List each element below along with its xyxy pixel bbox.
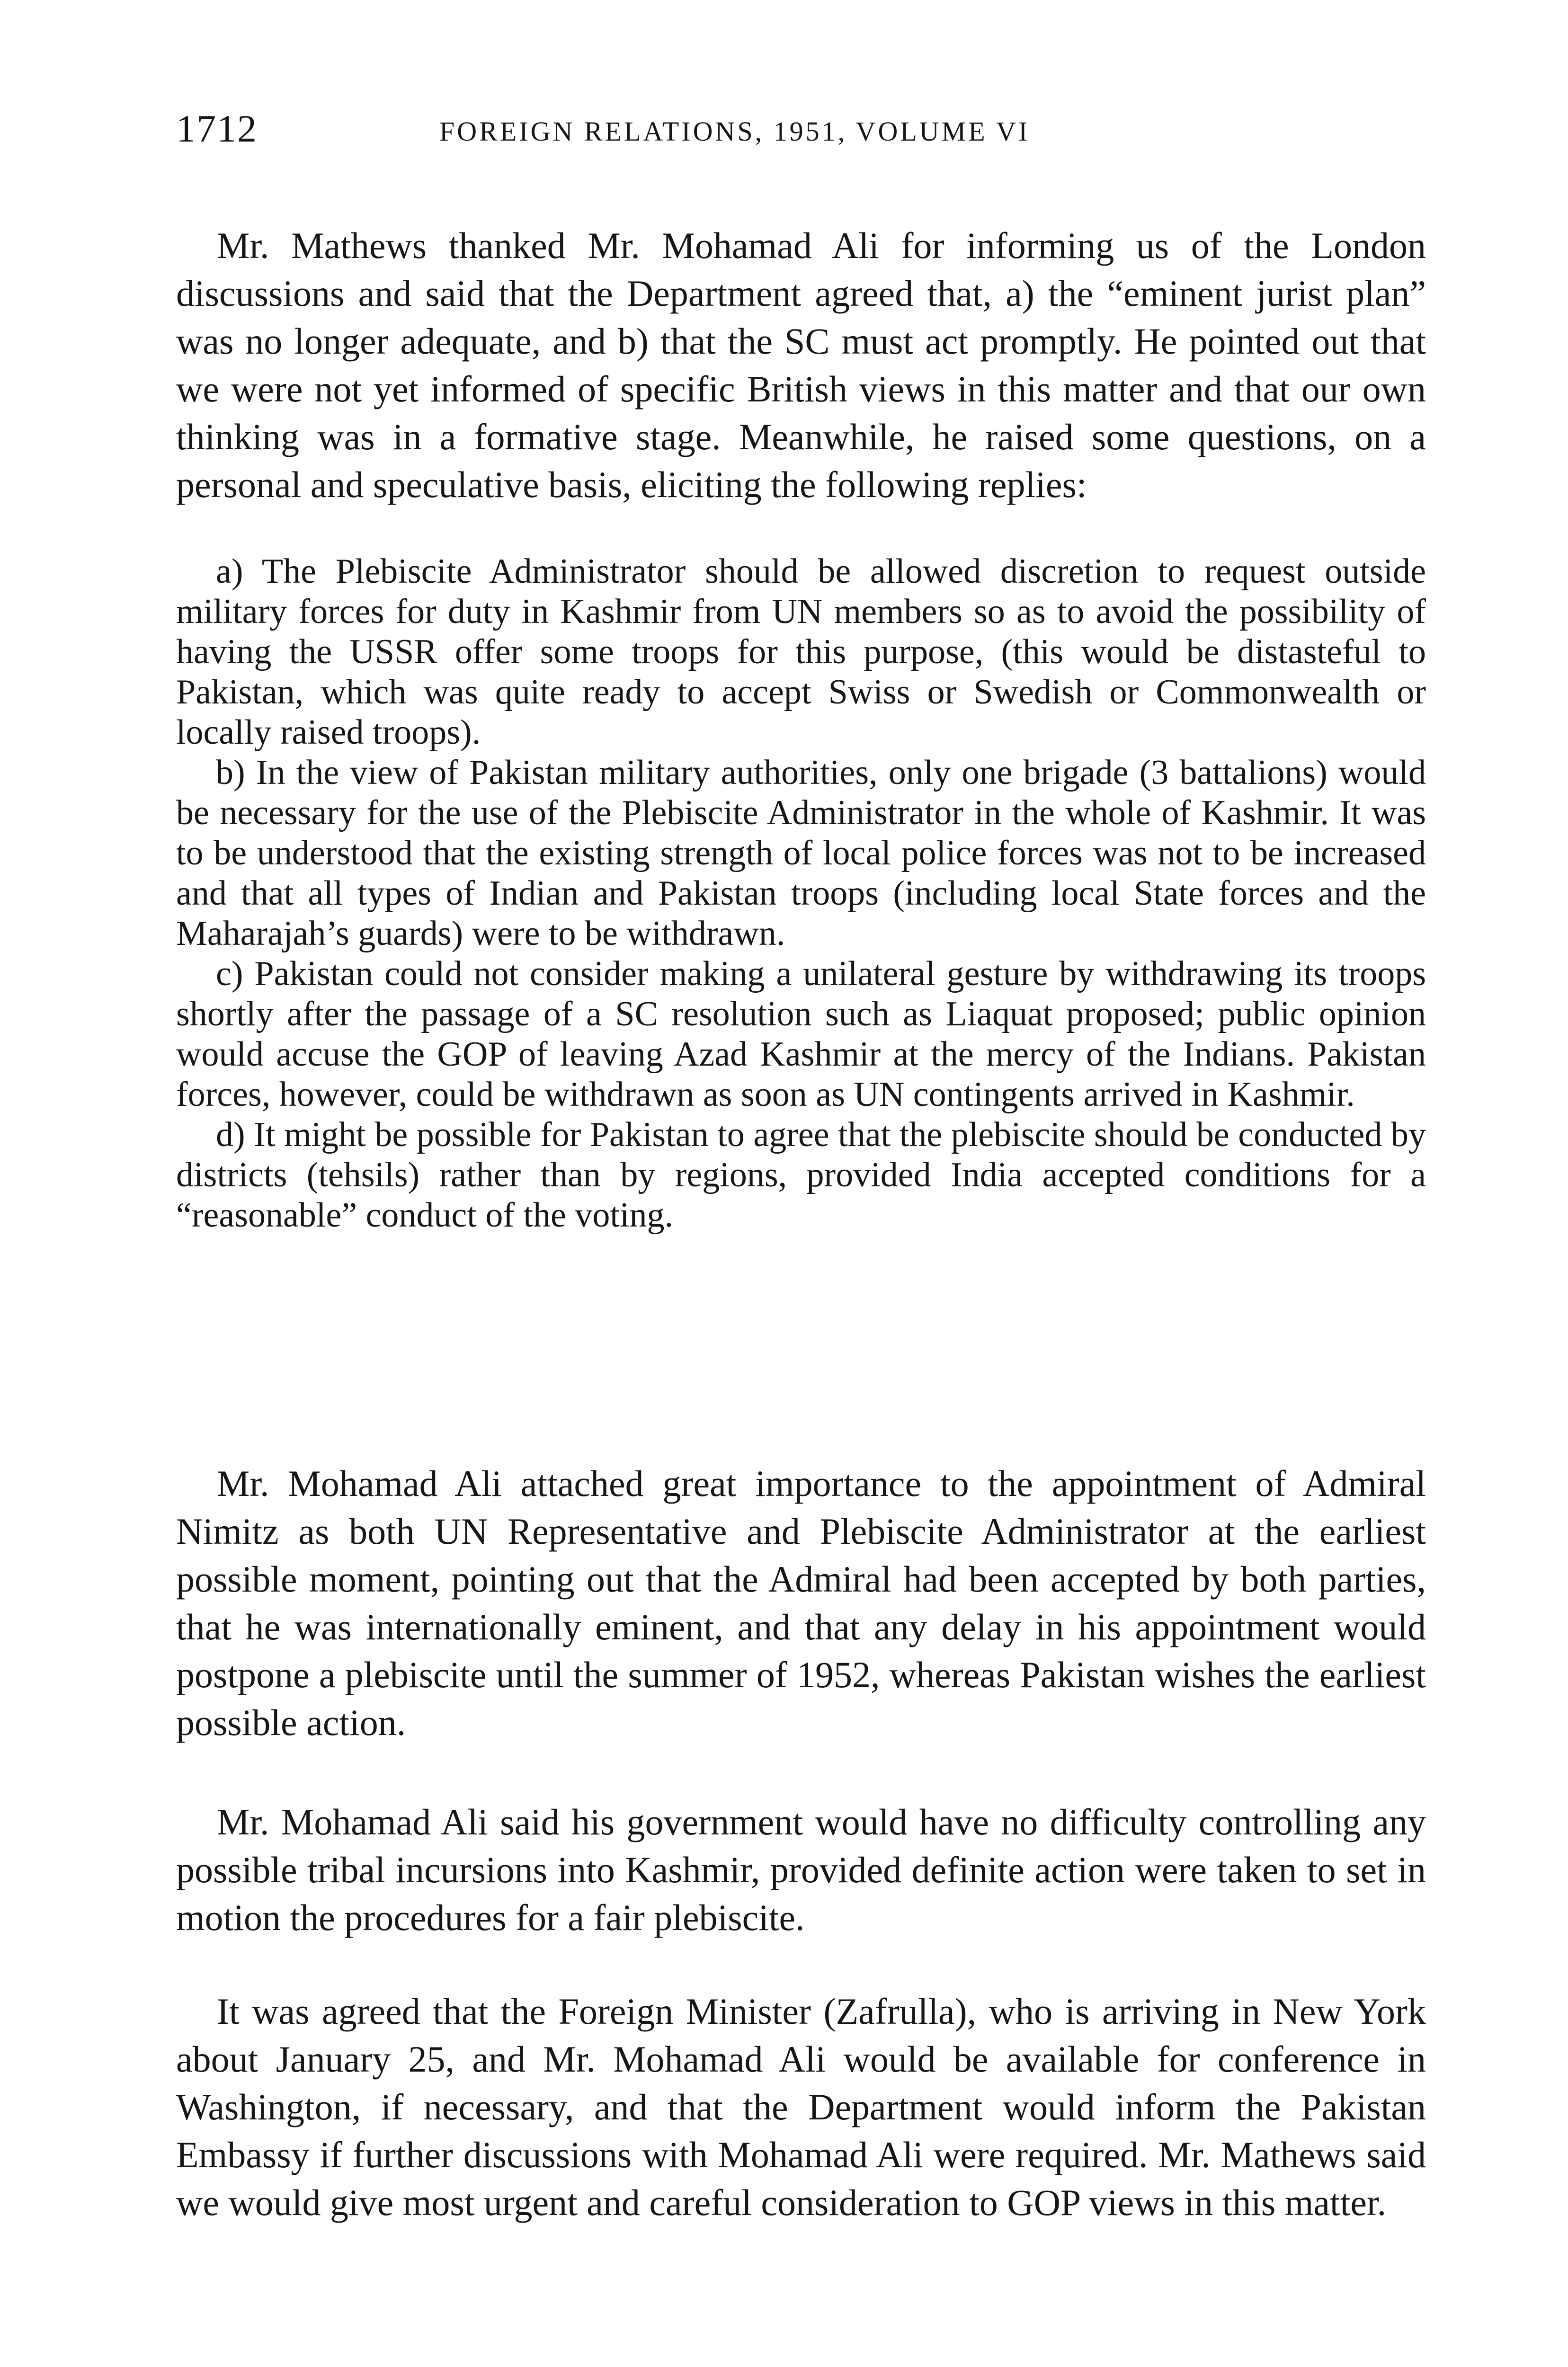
reply-c: c) Pakistan could not consider making a unilateral gesture by withdrawing its troops shortly after the passage of a SC resolution such as Liaquat proposed; public opinion would accuse the GOP of leaving Azad Kashmir at the mercy of the Indians. Pakistan forces, however, could be withdrawn as soon as UN contingents arrived in Kashmir.	[176, 954, 1426, 1114]
paragraph-nimitz-appointment: Mr. Mohamad Ali attached great importance to the appointment of Admiral Nimitz as both UN Representative and Plebiscite Administrator at the earliest possible moment, pointing out that the Admiral had been accepted by both parties, that he was internationally eminent, and that any delay in his appointment would postpone a plebiscite until the summer of 1952, whereas Pakistan wishes the earliest possible action.	[176, 1463, 1426, 1743]
page-header	[176, 105, 1426, 157]
replies-list	[176, 552, 1426, 1236]
reply-a: a) The Plebiscite Administrator should be allowed discretion to request outside military forces for duty in Kashmir from UN members so as to avoid the possibility of having the USSR offer some troops for this purpose, (this would be distasteful to Pakistan, which was quite ready to accept Swiss or Swedish or Commonwealth or locally raised troops).	[176, 552, 1426, 752]
reply-d: d) It might be possible for Pakistan to agree that the plebiscite should be conducted by districts (tehsils) rather than by regions, provided India accepted conditions for a “reasonable” conduct of the voting.	[176, 1115, 1426, 1235]
page-number: 1712	[176, 107, 258, 150]
paragraph-mathews-thanks: Mr. Mathews thanked Mr. Mohamad Ali for informing us of the London discussions and said that the Department agreed that, a) the “eminent jurist plan” was no longer adequate, and b) that the SC must act promptly. He pointed out that we were not yet informed of specific British views in this matter and that our own thinking was in a formative stage. Meanwhile, he raised some questions, on a personal and speculative basis, eliciting the following replies:	[176, 225, 1426, 505]
paragraph-tribal-incursions: Mr. Mohamad Ali said his government would have no difficulty controlling any possible tribal incursions into Kashmir, provided definite action were taken to set in motion the procedures for a fair plebiscite.	[176, 1801, 1426, 1938]
paragraph-further-discussions: It was agreed that the Foreign Minister (Zafrulla), who is arriving in New York about January 25, and Mr. Mohamad Ali would be available for conference in Washington, if necessary, and that the Department would inform the Pakistan Embassy if further discussions with Mohamad Ali were required. Mr. Mathews said we would give most urgent and careful consideration to GOP views in this matter.	[176, 1991, 1426, 2223]
running-head: FOREIGN RELATIONS, 1951, VOLUME VI	[439, 116, 1030, 147]
reply-b: b) In the view of Pakistan military authorities, only one brigade (3 battalions) would be necessary for the use of the Plebiscite Administrator in the whole of Kashmir. It was to be understood that the existing strength of local police forces was not to be increased and that all types of Indian and Pakistan troops (including local State forces and the Maharajah’s guards) were to be withdrawn.	[176, 753, 1426, 953]
